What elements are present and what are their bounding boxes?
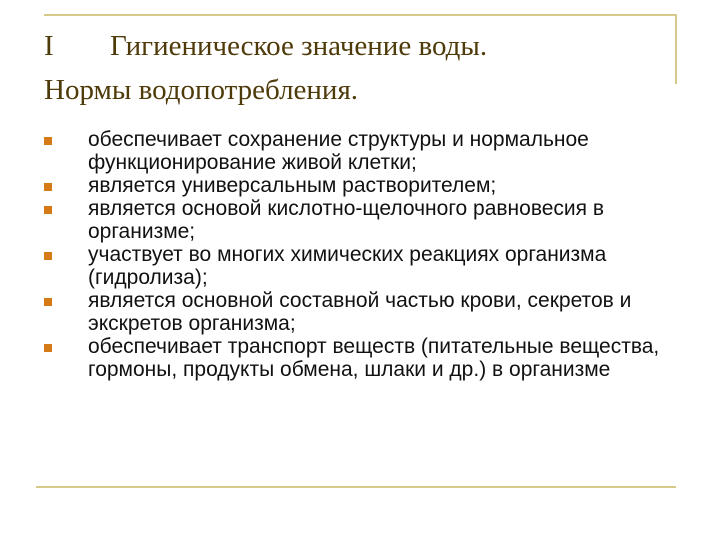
bullet-text: является основной составной частью крови, секретов и экскретов организма; — [88, 289, 632, 335]
bullet-text: является универсальным растворителем; — [88, 174, 497, 197]
square-bullet-icon — [44, 252, 52, 260]
bullet-item — [40, 128, 680, 174]
slide-title — [44, 24, 664, 112]
frame-bottom-line — [36, 486, 676, 488]
bullet-text: обеспечивает сохранение структуры и нормальное функционирование живой клетки; — [88, 128, 589, 174]
frame-right-line — [675, 14, 677, 84]
frame-top-line — [44, 14, 676, 16]
square-bullet-icon — [44, 183, 52, 191]
bullet-text: участвует во многих химических реакциях организма (гидролиза); — [88, 243, 607, 289]
title-line-2: Нормы водопотребления. — [44, 74, 359, 106]
bullet-text: является основой кислотно-щелочного равновесия в организме; — [88, 197, 605, 243]
bullet-list — [40, 128, 680, 381]
bullet-item — [40, 174, 680, 197]
title-text-1: Гигиеническое значение воды. — [110, 30, 488, 62]
bullet-item — [40, 197, 680, 243]
title-number: I — [44, 30, 54, 62]
bullet-text: обеспечивает транспорт веществ (питательные вещества, гормоны, продукты обмена, шлаки и др.) в организме — [88, 335, 660, 381]
bullet-item — [40, 289, 680, 335]
square-bullet-icon — [44, 206, 52, 214]
square-bullet-icon — [44, 344, 52, 352]
square-bullet-icon — [44, 137, 52, 145]
square-bullet-icon — [44, 298, 52, 306]
title-line-1 — [44, 24, 664, 68]
bullet-item — [40, 335, 680, 381]
bullet-item — [40, 243, 680, 289]
